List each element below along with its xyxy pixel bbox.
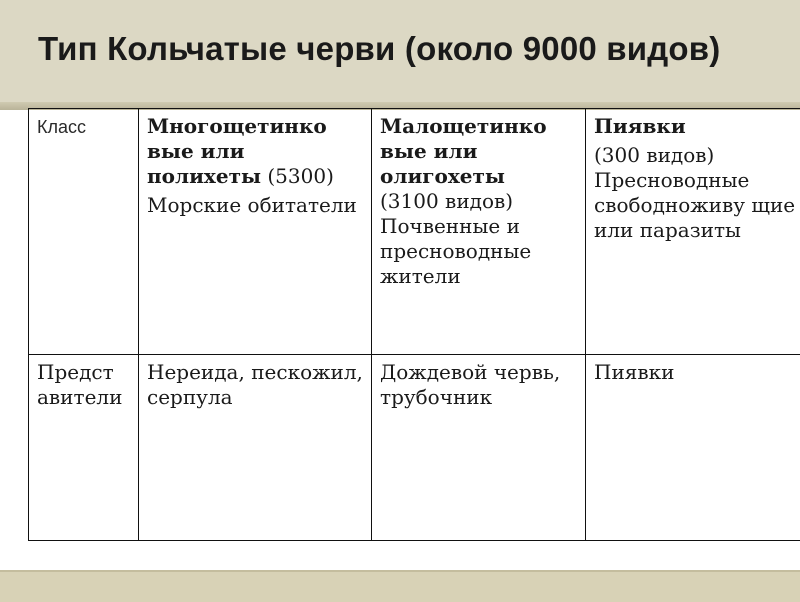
table-row-representatives — [29, 355, 800, 541]
class-name-leeches: Пиявки — [594, 114, 686, 138]
species-count-polychaetes: (5300) — [261, 164, 334, 188]
habitat-leeches: Пресноводные свободноживу щие или паразиты — [594, 168, 795, 242]
row-header-label: Предст авители — [37, 360, 122, 409]
representatives-oligochaetes: Дождевой червь, трубочник — [380, 360, 560, 409]
worms-table — [28, 108, 800, 541]
row-header-label: Класс — [37, 117, 86, 137]
title-bar — [0, 0, 800, 110]
species-count-leeches: (300 видов) — [594, 143, 796, 168]
representatives-polychaetes: Нереида, пескожил, серпула — [147, 360, 363, 409]
cell-representatives-polychaetes — [139, 355, 372, 541]
slide-title: Тип Кольчатые черви (около 9000 видов) — [38, 30, 720, 68]
class-name-oligochaetes: Малощетинко вые или олигохеты — [380, 114, 547, 188]
class-name-polychaetes: Многощетинко вые или полихеты — [147, 114, 327, 188]
row-header-representatives — [29, 355, 139, 541]
representatives-leeches: Пиявки — [594, 360, 674, 384]
species-count-oligochaetes: (3100 видов) — [380, 189, 513, 213]
footer-bar — [0, 570, 800, 602]
cell-oligochaetes — [372, 109, 586, 355]
habitat-polychaetes: Морские обитатели — [147, 193, 365, 218]
cell-polychaetes — [139, 109, 372, 355]
table-row-class — [29, 109, 800, 355]
row-header-class — [29, 109, 139, 355]
habitat-oligochaetes: Почвенные и пресноводные жители — [380, 214, 531, 288]
cell-leeches — [586, 109, 800, 355]
cell-representatives-leeches — [586, 355, 800, 541]
cell-representatives-oligochaetes — [372, 355, 586, 541]
